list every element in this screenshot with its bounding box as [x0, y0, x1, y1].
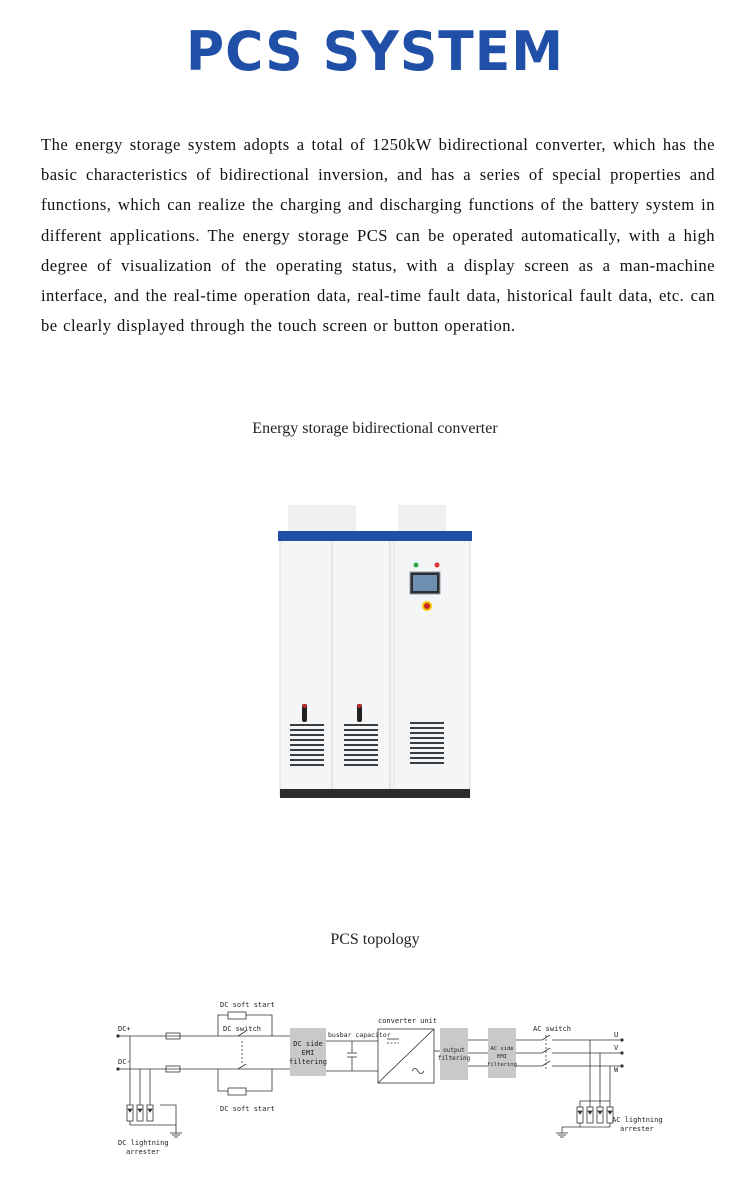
dc-emi-label-1: DC side	[293, 1040, 323, 1048]
dc-arrester-label-2: arrester	[126, 1148, 160, 1156]
intro-paragraph: The energy storage system adopts a total of 1250kW bidirectional converter, which has the basic characteristics of bidirectional inversion, and has a series of special properties and functions, which can realize the charging and discharging functions of the battery system in different applications. The energy storage PCS can be operated automatically, with a high degree of visualization of the operating status, with a display screen as a man-machine interface, and the real-time operation data, real-time fault data, historical fault data, etc. can be clearly displayed through the touch screen or button operation.	[41, 135, 715, 336]
cabinet-body	[280, 534, 470, 796]
dc-soft-start-bottom-label: DC soft start	[220, 1105, 275, 1113]
dc-switch-minus	[238, 1064, 246, 1069]
dc-soft-start-bottom-resistor	[228, 1088, 246, 1095]
phase-u-label: U	[614, 1031, 619, 1039]
dc-soft-start-top-resistor	[228, 1012, 246, 1019]
product-caption: Energy storage bidirectional converter	[252, 420, 498, 437]
cabinet-top-trim	[278, 531, 472, 541]
ac-arrester-label-2: arrester	[620, 1125, 654, 1133]
ac-emi-label-2: EMI	[497, 1054, 507, 1060]
cabinet-backdrop-left	[288, 505, 356, 535]
converter-unit-label: converter unit	[378, 1017, 438, 1025]
phase-v-label: V	[614, 1044, 619, 1052]
dc-emi-label-2: EMI	[301, 1049, 315, 1057]
cabinet-base	[280, 789, 470, 798]
door-handle-middle	[357, 704, 362, 722]
cabinet-backdrop-right	[398, 505, 446, 535]
dc-arrester-label-1: DC lightning	[118, 1139, 169, 1147]
ac-emi-filter-box	[488, 1028, 516, 1078]
ac-emi-label-1: AC side	[490, 1046, 514, 1052]
green-indicator-light	[414, 563, 419, 568]
ac-lightning-arrester	[556, 1101, 613, 1137]
vent-grille-left	[290, 724, 324, 766]
red-indicator-light	[435, 563, 440, 568]
dc-switch-label: DC switch	[223, 1025, 261, 1033]
dc-lightning-arrester	[127, 1105, 182, 1137]
pcs-cabinet-image	[270, 500, 482, 810]
dc-soft-start-top-label: DC soft start	[220, 1001, 275, 1009]
phase-w-label: W	[614, 1066, 619, 1074]
ac-switch-label: AC switch	[533, 1025, 571, 1033]
dc-emi-label-3: filtering	[289, 1058, 327, 1066]
door-handle-left	[302, 704, 307, 722]
pcs-topology-diagram	[100, 995, 680, 1170]
vent-grille-right	[410, 722, 444, 764]
page-title: PCS SYSTEM	[185, 20, 565, 84]
ac-arrester-label-1: AC lightning	[612, 1116, 663, 1124]
topology-caption: PCS topology	[330, 931, 420, 948]
ac-wave-symbol	[412, 1069, 424, 1074]
vent-grille-middle	[344, 724, 378, 766]
busbar-capacitor-label: busbar capacitor	[328, 1031, 391, 1039]
output-filter-label-1: output	[443, 1047, 465, 1054]
output-filter-label-2: filtering	[437, 1055, 471, 1062]
dc-minus-label: DC-	[118, 1058, 131, 1066]
ac-emi-label-3: filtering	[487, 1062, 517, 1068]
output-filter-box	[440, 1028, 468, 1080]
dc-plus-label: DC+	[118, 1025, 131, 1033]
